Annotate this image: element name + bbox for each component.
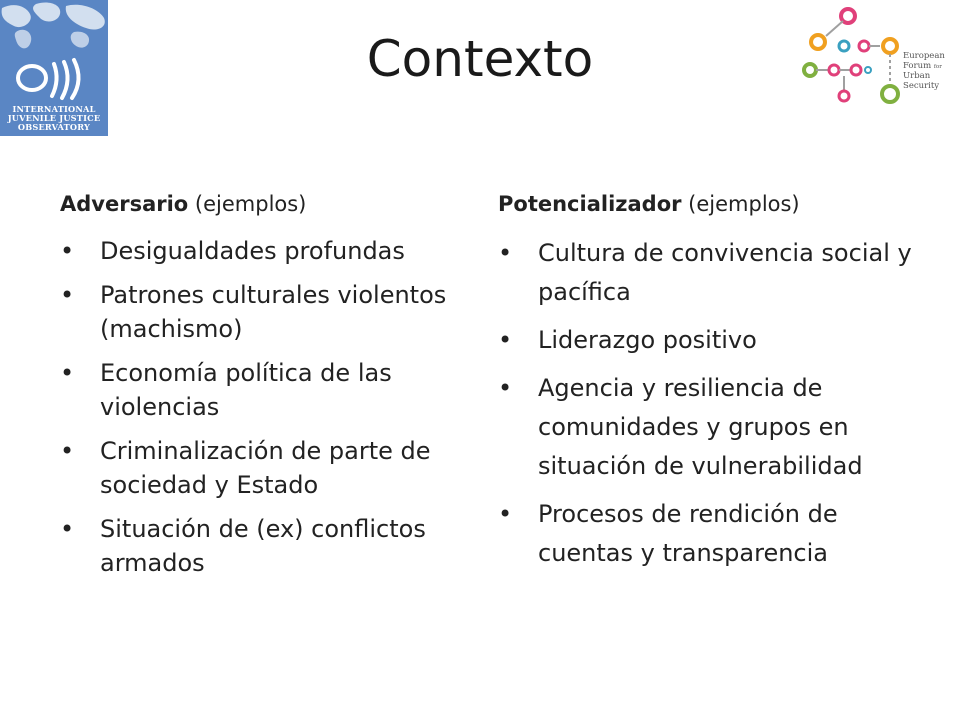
list-item-text: Economía política de las violencias — [100, 359, 392, 421]
bullet: • — [498, 500, 513, 528]
list-item — [498, 234, 918, 312]
efus-wordmark — [903, 52, 945, 91]
efus-line-urban: Urban — [903, 71, 931, 81]
list-item — [498, 495, 918, 573]
list-item-text: Agencia y resiliencia de comunidades y grupos en situación de vulnerabilidad — [538, 374, 863, 480]
efus-line-for: for — [933, 63, 942, 70]
list-item-text: Procesos de rendición de cuentas y transparencia — [538, 500, 838, 567]
list-item-text: Cultura de convivencia social y pacífica — [538, 239, 912, 306]
list-item-text: Patrones culturales violentos (machismo) — [100, 281, 447, 343]
efus-line-security: Security — [903, 80, 940, 91]
potencializador-column — [498, 192, 918, 582]
list-item — [60, 356, 460, 424]
list-item-text: Situación de (ex) conflictos armados — [100, 515, 426, 577]
adversario-heading-rest: (ejemplos) — [188, 192, 307, 216]
list-item — [60, 278, 460, 346]
potencializador-list — [498, 234, 918, 573]
ijjo-line-1: INTERNATIONAL — [12, 104, 96, 114]
potencializador-heading-bold: Potencializador — [498, 192, 682, 216]
bullet: • — [60, 237, 75, 265]
potencializador-heading — [498, 192, 918, 216]
list-item — [60, 234, 460, 268]
bullet: • — [60, 515, 75, 543]
list-item — [498, 369, 918, 486]
potencializador-heading-rest: (ejemplos) — [681, 192, 800, 216]
list-item-text: Desigualdades profundas — [100, 237, 405, 265]
ijjo-line-3: OBSERVATORY — [17, 122, 91, 132]
bullet: • — [60, 359, 75, 387]
bullet: • — [498, 374, 513, 402]
list-item-text: Liderazgo positivo — [538, 326, 757, 354]
adversario-heading-bold: Adversario — [60, 192, 189, 216]
bullet: • — [498, 239, 513, 267]
ijjo-wordmark — [0, 105, 108, 132]
list-item — [498, 321, 918, 360]
adversario-heading — [60, 192, 460, 216]
list-item — [60, 434, 460, 502]
adversario-list — [60, 234, 460, 580]
slide-title: Contexto — [366, 30, 594, 88]
list-item — [60, 512, 460, 580]
bullet: • — [60, 437, 75, 465]
ijjo-line-2: JUVENILE JUSTICE — [7, 113, 101, 123]
efus-line-forum: Forum — [903, 60, 932, 71]
efus-node-graph-icon — [804, 9, 898, 102]
list-item-text: Criminalización de parte de sociedad y Estado — [100, 437, 431, 499]
bullet: • — [498, 326, 513, 354]
bullet: • — [60, 281, 75, 309]
efus-line-european: European — [903, 51, 945, 61]
adversario-column — [60, 192, 460, 590]
